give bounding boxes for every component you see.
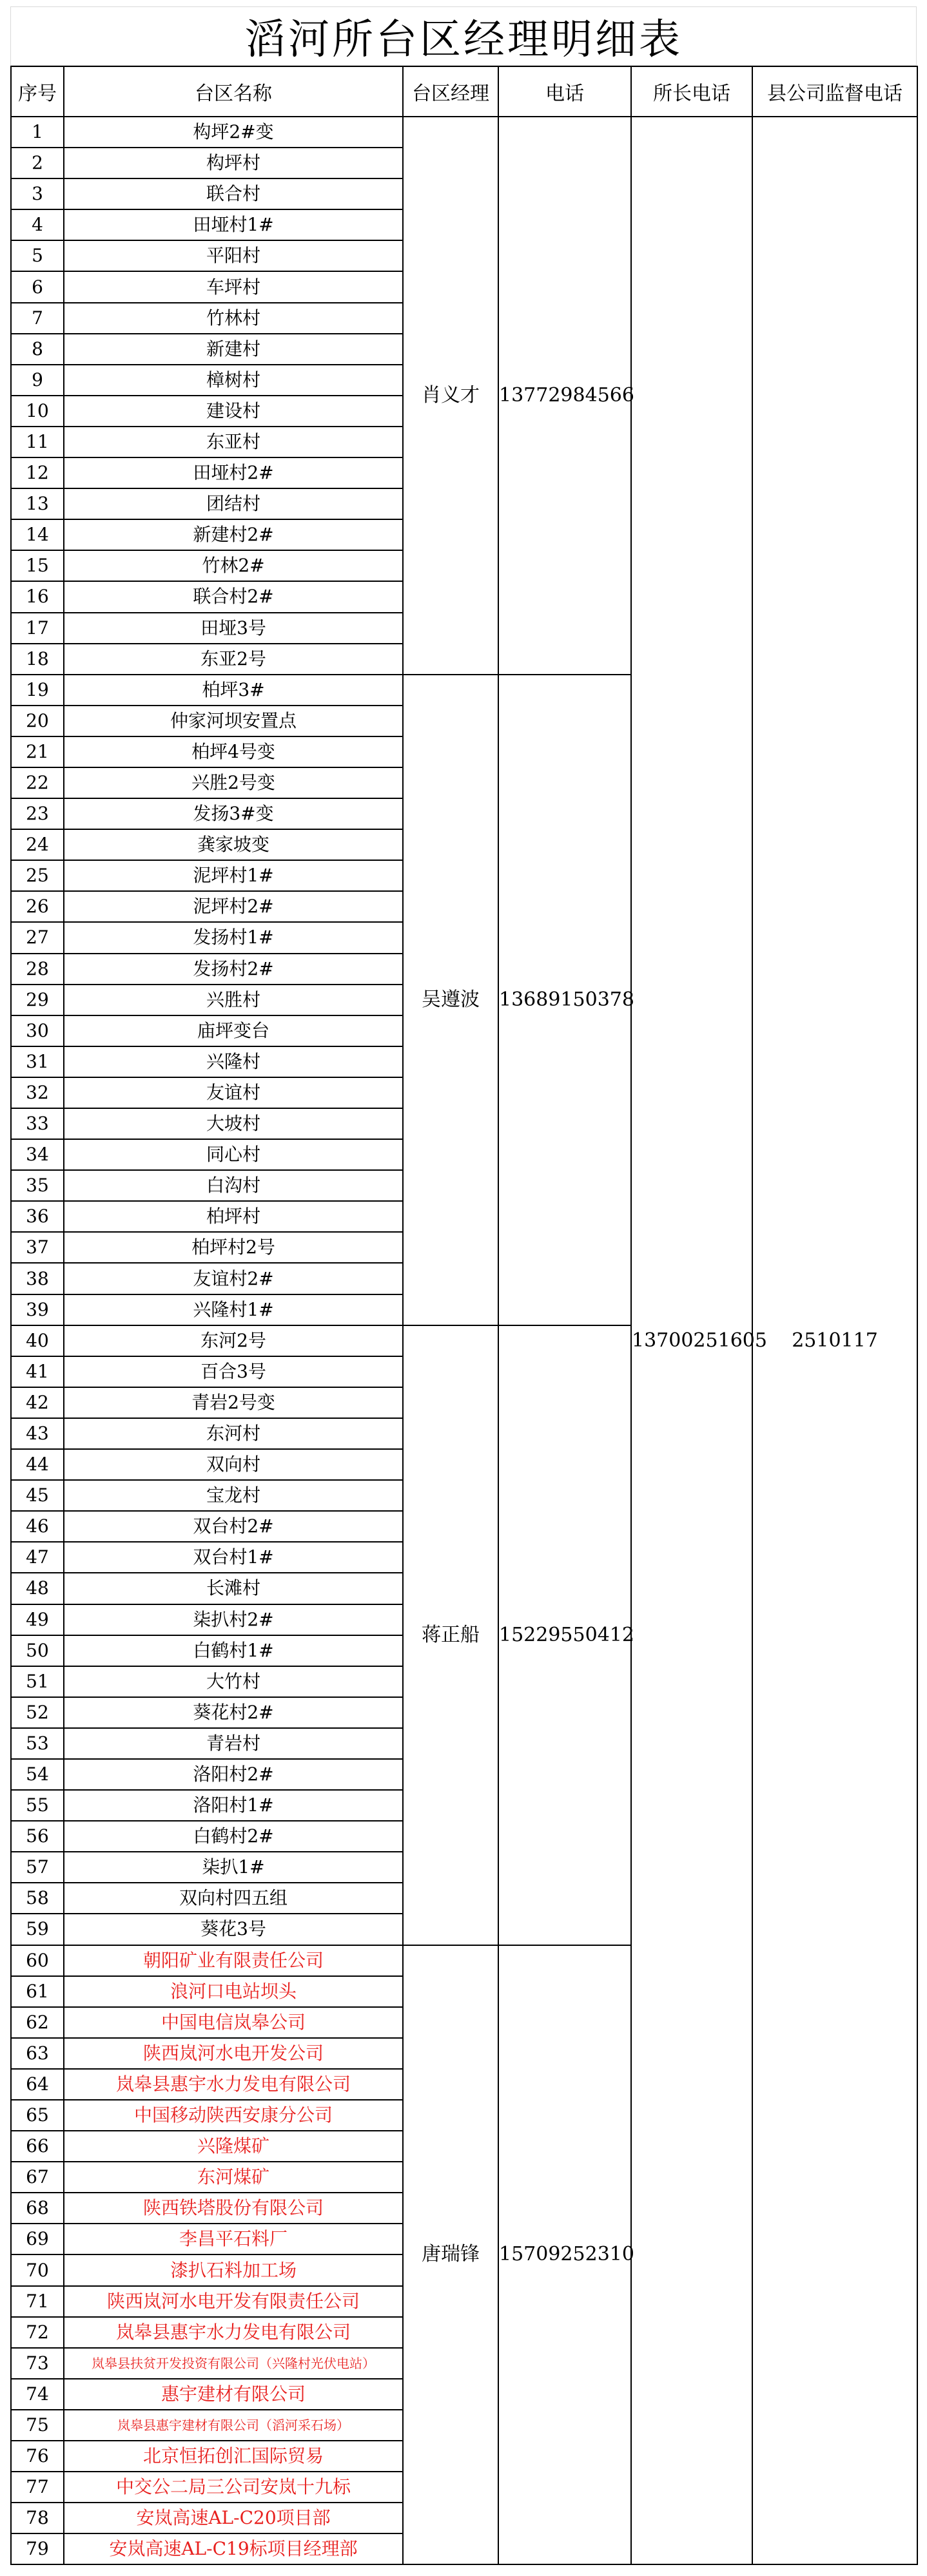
row-index: 68 — [11, 2193, 64, 2224]
area-name: 联合村 — [64, 178, 403, 209]
area-name: 宝龙村 — [64, 1480, 403, 1511]
row-index: 30 — [11, 1015, 64, 1046]
row-index: 36 — [11, 1201, 64, 1232]
area-name: 漆扒石料加工场 — [64, 2254, 403, 2285]
row-index: 1 — [11, 117, 64, 148]
area-name: 柏坪村2号 — [64, 1232, 403, 1263]
row-index: 41 — [11, 1356, 64, 1387]
row-index: 58 — [11, 1883, 64, 1914]
row-index: 60 — [11, 1945, 64, 1976]
area-name: 青岩村 — [64, 1728, 403, 1759]
area-name: 构坪村 — [64, 148, 403, 178]
row-index: 7 — [11, 303, 64, 334]
row-index: 69 — [11, 2224, 64, 2254]
row-index: 67 — [11, 2162, 64, 2193]
header-row — [11, 66, 917, 117]
area-name: 友谊村2# — [64, 1263, 403, 1294]
row-index: 75 — [11, 2410, 64, 2441]
row-index: 59 — [11, 1914, 64, 1945]
row-index: 29 — [11, 985, 64, 1015]
row-index: 66 — [11, 2131, 64, 2162]
row-index: 61 — [11, 1976, 64, 2007]
manager-name: 吴遵波 — [403, 675, 498, 1325]
row-index: 32 — [11, 1077, 64, 1108]
manager-phone: 13772984566 — [498, 117, 631, 675]
area-name: 发扬村2# — [64, 954, 403, 985]
manager-name: 肖义才 — [403, 117, 498, 675]
area-name: 岚皋县扶贫开发投资有限公司（兴隆村光伏电站） — [64, 2348, 403, 2379]
row-index: 4 — [11, 209, 64, 240]
area-name: 泥坪村2# — [64, 891, 403, 922]
row-index: 43 — [11, 1418, 64, 1449]
area-name: 团结村 — [64, 488, 403, 519]
area-name: 双台村1# — [64, 1542, 403, 1573]
area-name: 葵花村2# — [64, 1697, 403, 1728]
row-index: 14 — [11, 519, 64, 550]
area-name: 竹林2# — [64, 550, 403, 581]
table-row — [11, 117, 917, 148]
row-index: 76 — [11, 2441, 64, 2472]
area-name: 陕西铁塔股份有限公司 — [64, 2193, 403, 2224]
area-name: 田垭3号 — [64, 613, 403, 644]
row-index: 31 — [11, 1046, 64, 1077]
area-name: 双台村2# — [64, 1511, 403, 1542]
area-name: 柒扒村2# — [64, 1604, 403, 1635]
area-name: 大竹村 — [64, 1666, 403, 1697]
row-index: 15 — [11, 550, 64, 581]
row-index: 38 — [11, 1263, 64, 1294]
area-name: 泥坪村1# — [64, 860, 403, 891]
header-phone: 电话 — [498, 66, 631, 117]
row-index: 49 — [11, 1604, 64, 1635]
area-name: 葵花3号 — [64, 1914, 403, 1945]
row-index: 21 — [11, 736, 64, 767]
area-name: 李昌平石料厂 — [64, 2224, 403, 2254]
area-name: 朝阳矿业有限责任公司 — [64, 1945, 403, 1976]
area-name: 发扬3#变 — [64, 798, 403, 829]
row-index: 33 — [11, 1108, 64, 1139]
row-index: 77 — [11, 2472, 64, 2503]
area-name: 柏坪3# — [64, 675, 403, 706]
row-index: 16 — [11, 581, 64, 612]
row-index: 42 — [11, 1387, 64, 1418]
area-name: 东河2号 — [64, 1325, 403, 1356]
row-index: 48 — [11, 1573, 64, 1604]
spreadsheet — [10, 6, 917, 2565]
area-name: 柏坪4号变 — [64, 736, 403, 767]
row-index: 12 — [11, 457, 64, 488]
row-index: 45 — [11, 1480, 64, 1511]
area-name: 龚家坡变 — [64, 829, 403, 860]
header-area: 台区名称 — [64, 66, 403, 117]
area-name: 新建村 — [64, 334, 403, 365]
area-name: 双向村四五组 — [64, 1883, 403, 1914]
area-name: 建设村 — [64, 396, 403, 427]
area-name: 惠宇建材有限公司 — [64, 2379, 403, 2410]
area-name: 柒扒1# — [64, 1852, 403, 1883]
manager-phone: 15229550412 — [498, 1325, 631, 1945]
row-index: 47 — [11, 1542, 64, 1573]
row-index: 39 — [11, 1294, 64, 1325]
area-name: 兴隆煤矿 — [64, 2131, 403, 2162]
row-index: 74 — [11, 2379, 64, 2410]
area-name: 北京恒拓创汇国际贸易 — [64, 2441, 403, 2472]
row-index: 13 — [11, 488, 64, 519]
area-name: 安岚高速AL-C20项目部 — [64, 2503, 403, 2533]
row-index: 25 — [11, 860, 64, 891]
row-index: 79 — [11, 2533, 64, 2564]
row-index: 35 — [11, 1170, 64, 1201]
area-name: 岚皋县惠宇水力发电有限公司 — [64, 2317, 403, 2348]
header-index: 序号 — [11, 66, 64, 117]
manager-table — [10, 66, 918, 2565]
area-name: 双向村 — [64, 1449, 403, 1480]
row-index: 8 — [11, 334, 64, 365]
area-name: 岚皋县惠宇建材有限公司（滔河采石场） — [64, 2410, 403, 2441]
area-name: 长滩村 — [64, 1573, 403, 1604]
table-body — [11, 117, 917, 2564]
row-index: 20 — [11, 706, 64, 736]
row-index: 6 — [11, 271, 64, 302]
area-name: 柏坪村 — [64, 1201, 403, 1232]
area-name: 东亚村 — [64, 427, 403, 457]
area-name: 友谊村 — [64, 1077, 403, 1108]
row-index: 28 — [11, 954, 64, 985]
area-name: 岚皋县惠宇水力发电有限公司 — [64, 2069, 403, 2100]
row-index: 63 — [11, 2038, 64, 2069]
row-index: 2 — [11, 148, 64, 178]
area-name: 白沟村 — [64, 1170, 403, 1201]
row-index: 62 — [11, 2007, 64, 2038]
manager-name: 唐瑞锋 — [403, 1945, 498, 2565]
area-name: 兴隆村 — [64, 1046, 403, 1077]
manager-name: 蒋正船 — [403, 1325, 498, 1945]
area-name: 竹林村 — [64, 303, 403, 334]
row-index: 44 — [11, 1449, 64, 1480]
supervisor-phone: 2510117 — [752, 117, 917, 2564]
row-index: 72 — [11, 2317, 64, 2348]
row-index: 11 — [11, 427, 64, 457]
header-manager: 台区经理 — [403, 66, 498, 117]
area-name: 浪河口电站坝头 — [64, 1976, 403, 2007]
area-name: 安岚高速AL-C19标项目经理部 — [64, 2533, 403, 2564]
row-index: 57 — [11, 1852, 64, 1883]
area-name: 仲家河坝安置点 — [64, 706, 403, 736]
page-title: 滔河所台区经理明细表 — [10, 6, 917, 66]
row-index: 18 — [11, 644, 64, 675]
row-index: 10 — [11, 396, 64, 427]
area-name: 同心村 — [64, 1139, 403, 1170]
area-name: 洛阳村2# — [64, 1759, 403, 1790]
area-name: 兴胜村 — [64, 985, 403, 1015]
area-name: 白鹤村2# — [64, 1821, 403, 1852]
row-index: 50 — [11, 1635, 64, 1666]
row-index: 27 — [11, 922, 64, 953]
row-index: 46 — [11, 1511, 64, 1542]
area-name: 构坪2#变 — [64, 117, 403, 148]
area-name: 陕西岚河水电开发有限责任公司 — [64, 2286, 403, 2317]
row-index: 64 — [11, 2069, 64, 2100]
row-index: 24 — [11, 829, 64, 860]
row-index: 65 — [11, 2100, 64, 2131]
area-name: 田垭村1# — [64, 209, 403, 240]
area-name: 庙坪变台 — [64, 1015, 403, 1046]
area-name: 车坪村 — [64, 271, 403, 302]
area-name: 兴隆村1# — [64, 1294, 403, 1325]
area-name: 青岩2号变 — [64, 1387, 403, 1418]
area-name: 田垭村2# — [64, 457, 403, 488]
header-supervisor-phone: 县公司监督电话 — [752, 66, 917, 117]
row-index: 26 — [11, 891, 64, 922]
area-name: 樟树村 — [64, 365, 403, 396]
row-index: 40 — [11, 1325, 64, 1356]
area-name: 发扬村1# — [64, 922, 403, 953]
manager-phone: 15709252310 — [498, 1945, 631, 2565]
area-name: 东亚2号 — [64, 644, 403, 675]
row-index: 52 — [11, 1697, 64, 1728]
row-index: 70 — [11, 2254, 64, 2285]
area-name: 大坡村 — [64, 1108, 403, 1139]
row-index: 71 — [11, 2286, 64, 2317]
row-index: 54 — [11, 1759, 64, 1790]
manager-phone: 13689150378 — [498, 675, 631, 1325]
row-index: 37 — [11, 1232, 64, 1263]
area-name: 联合村2# — [64, 581, 403, 612]
row-index: 22 — [11, 767, 64, 798]
area-name: 中交公二局三公司安岚十九标 — [64, 2472, 403, 2503]
row-index: 5 — [11, 240, 64, 271]
row-index: 55 — [11, 1790, 64, 1821]
row-index: 17 — [11, 613, 64, 644]
area-name: 中国移动陕西安康分公司 — [64, 2100, 403, 2131]
row-index: 73 — [11, 2348, 64, 2379]
row-index: 53 — [11, 1728, 64, 1759]
row-index: 3 — [11, 178, 64, 209]
row-index: 19 — [11, 675, 64, 706]
area-name: 兴胜2号变 — [64, 767, 403, 798]
area-name: 平阳村 — [64, 240, 403, 271]
row-index: 9 — [11, 365, 64, 396]
row-index: 51 — [11, 1666, 64, 1697]
area-name: 东河煤矿 — [64, 2162, 403, 2193]
area-name: 中国电信岚皋公司 — [64, 2007, 403, 2038]
row-index: 78 — [11, 2503, 64, 2533]
area-name: 白鹤村1# — [64, 1635, 403, 1666]
area-name: 陕西岚河水电开发公司 — [64, 2038, 403, 2069]
area-name: 洛阳村1# — [64, 1790, 403, 1821]
header-director-phone: 所长电话 — [631, 66, 752, 117]
row-index: 34 — [11, 1139, 64, 1170]
row-index: 56 — [11, 1821, 64, 1852]
area-name: 百合3号 — [64, 1356, 403, 1387]
director-phone: 13700251605 — [631, 117, 752, 2564]
row-index: 23 — [11, 798, 64, 829]
area-name: 东河村 — [64, 1418, 403, 1449]
area-name: 新建村2# — [64, 519, 403, 550]
